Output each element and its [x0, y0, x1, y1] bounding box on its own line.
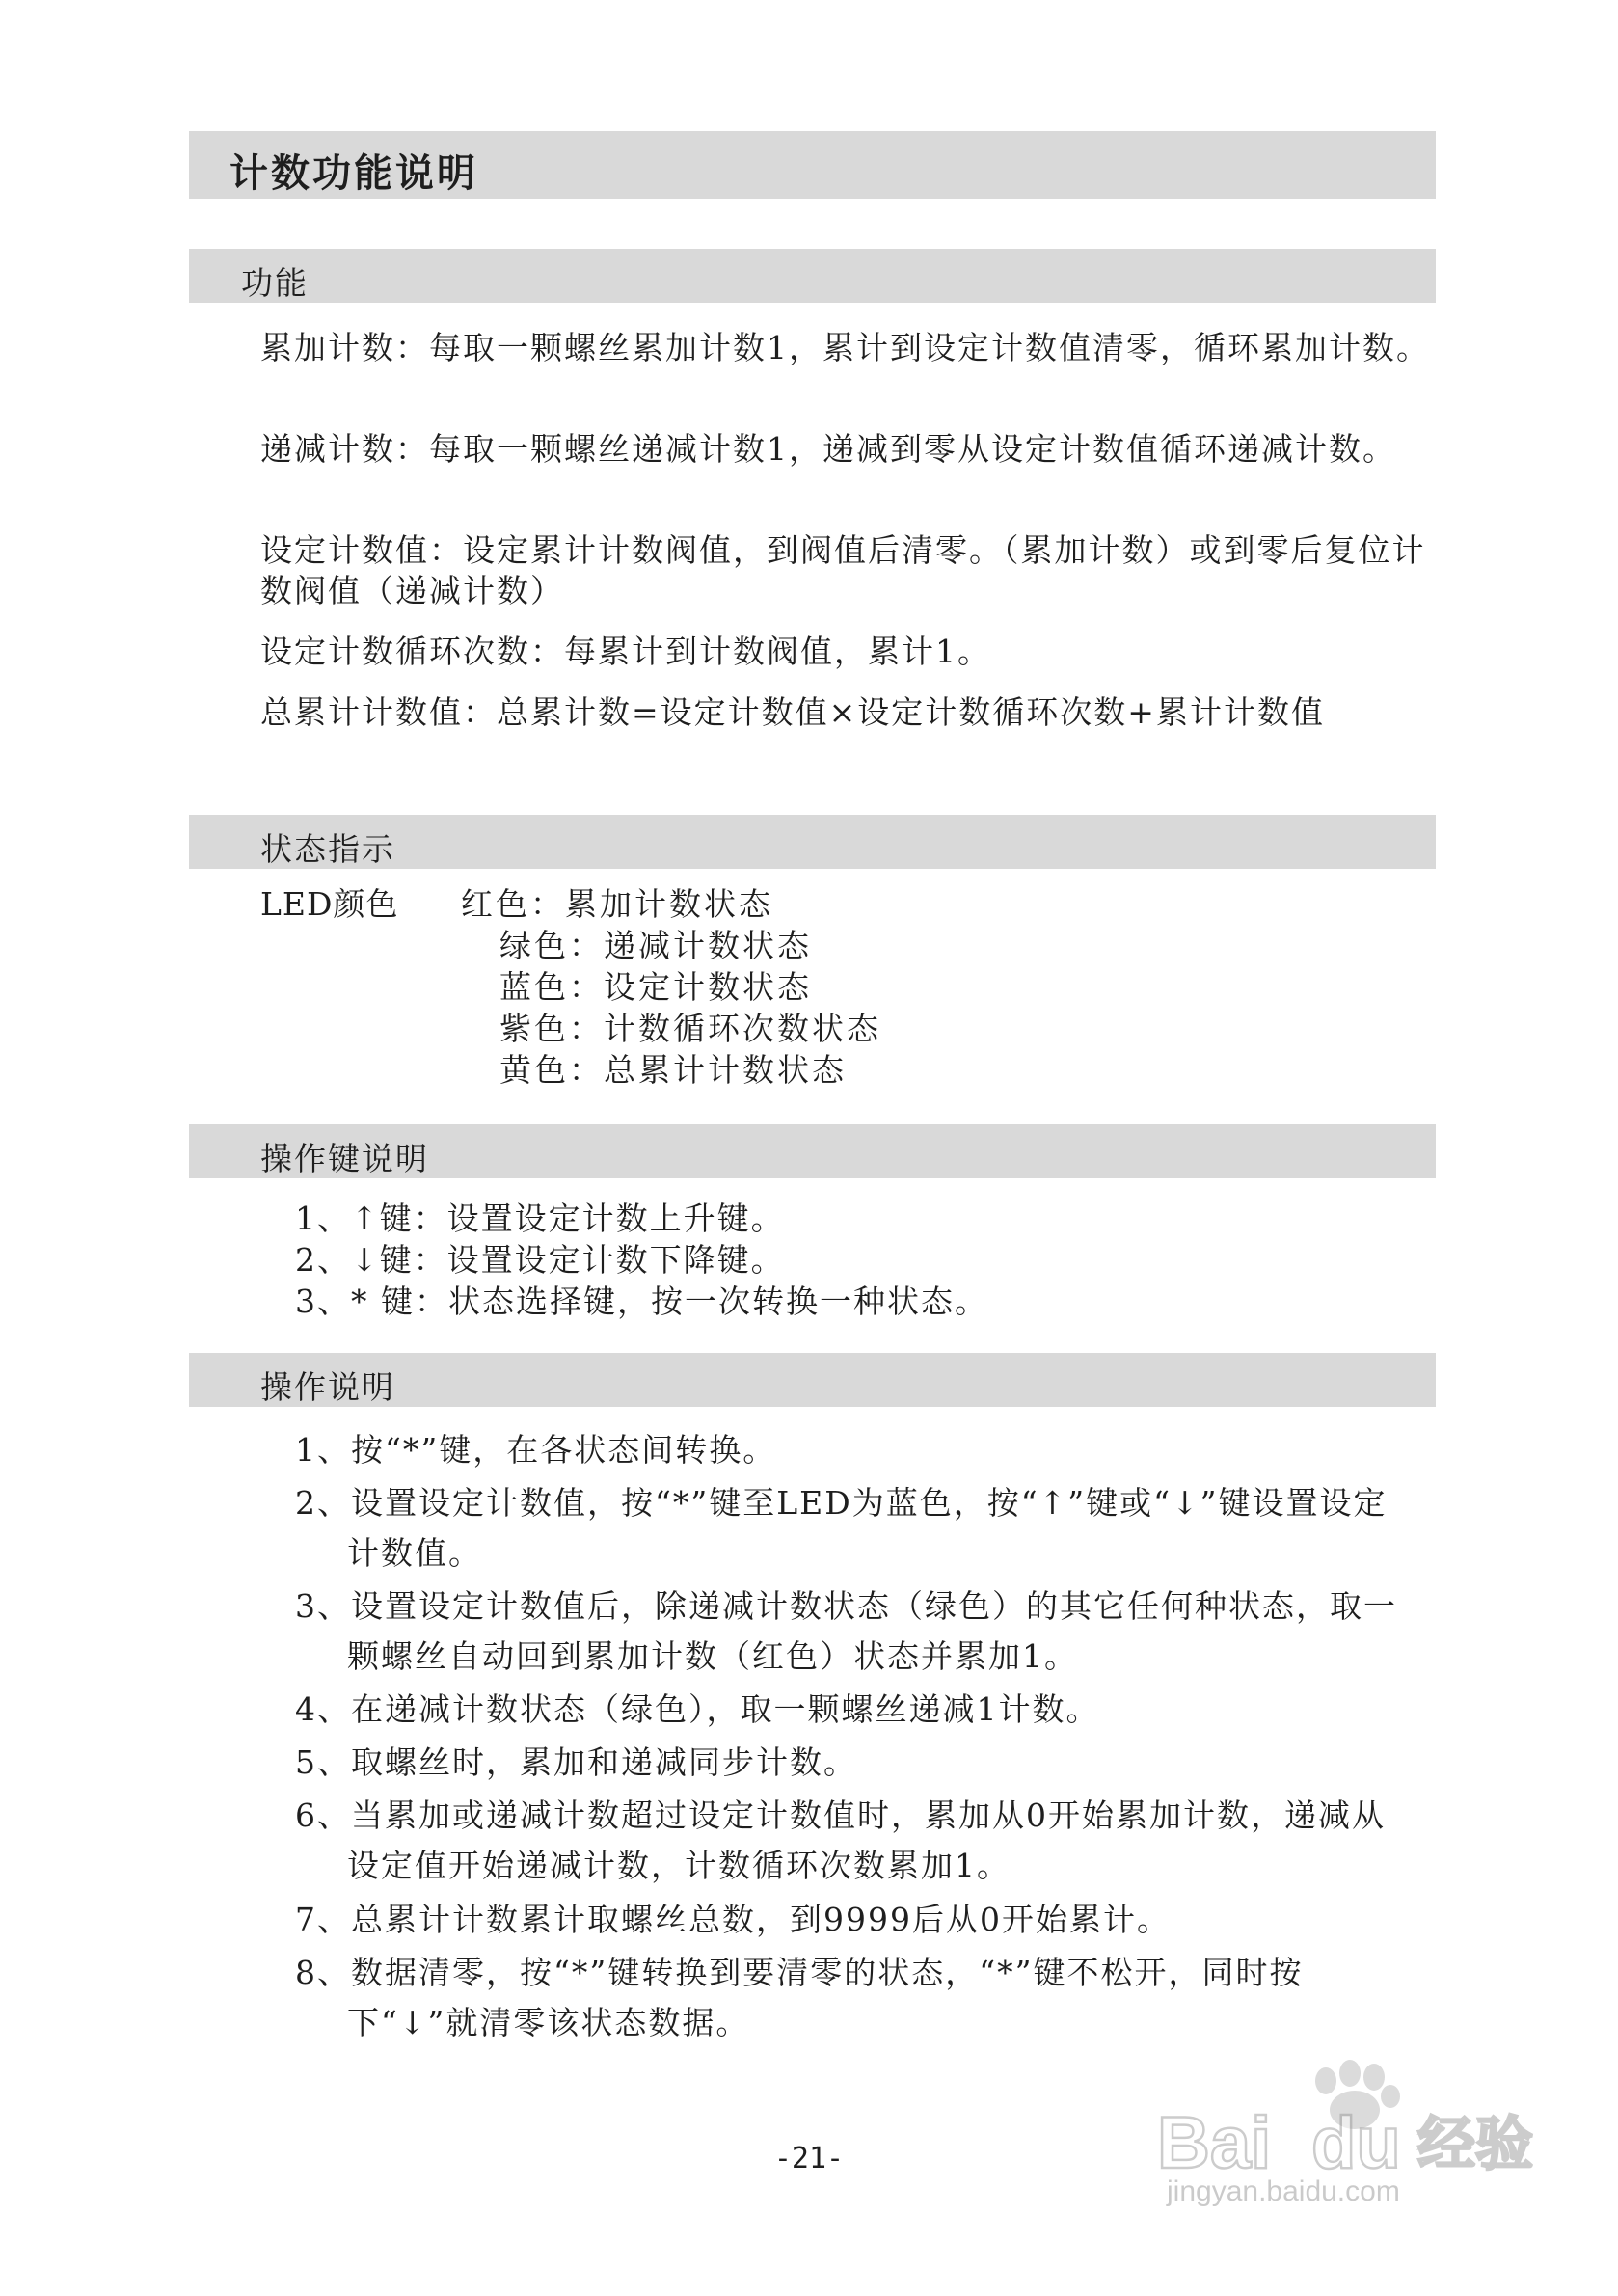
led-label: LED颜色	[260, 885, 399, 923]
led-status-yellow: 黄色：总累计计数状态	[499, 1051, 847, 1089]
section-header-status	[189, 815, 1436, 869]
operation-step: 1、按“*”键，在各状态间转换。	[295, 1431, 777, 1469]
operation-step: 8、数据清零，按“*”键转换到要清零的状态，“*”键不松开，同时按下“↓”就清零该状态数据。	[295, 1954, 1304, 2041]
led-status-red: 红色：累加计数状态	[461, 885, 773, 923]
key-up-description: 1、↑键：设置设定计数上升键。	[295, 1200, 785, 1237]
watermark-brand: Bai	[1157, 2102, 1272, 2184]
operation-step: 6、当累加或递减计数超过设定计数值时，累加从0开始累加计数，递减从设定值开始递减计数，计数循环次数累加1。	[295, 1796, 1386, 1884]
function-paragraph: 设定计数值：设定累计计数阀值，到阀值后清零。（累加计数）或到零后复位计数阀值（递减计数）	[260, 531, 1426, 609]
operation-step: 3、设置设定计数值后，除递减计数状态（绿色）的其它任何种状态，取一颗螺丝自动回到累加计数（红色）状态并累加1。	[295, 1587, 1397, 1675]
key-star-description: 3、* 键：状态选择键，按一次转换一种状态。	[295, 1283, 988, 1320]
operation-step: 7、总累计计数累计取螺丝总数，到9999后从0开始累计。	[295, 1901, 1171, 1938]
led-status-green: 绿色：递减计数状态	[499, 927, 812, 964]
watermark-brand-du: du	[1311, 2102, 1401, 2184]
operation-step: 2、设置设定计数值，按“*”键至LED为蓝色，按“↑”键或“↓”键设置设定计数值。	[295, 1484, 1388, 1572]
baidu-jingyan-watermark	[1138, 2054, 1543, 2208]
function-paragraph: 设定计数循环次数：每累计到计数阀值，累计1。	[260, 633, 991, 670]
section-title: 功能	[241, 264, 309, 302]
led-status-blue: 蓝色：设定计数状态	[499, 968, 812, 1006]
section-title: 操作说明	[260, 1368, 395, 1406]
function-paragraph: 总累计计数值：总累计数=设定计数值×设定计数循环次数+累计计数值	[260, 693, 1325, 731]
page-title: 计数功能说明	[229, 151, 478, 196]
section-header-function	[189, 249, 1436, 303]
title-bar	[189, 131, 1436, 199]
function-paragraph: 累加计数：每取一颗螺丝累加计数1，累计到设定计数值清零，循环累加计数。	[260, 329, 1430, 366]
page-number: -21-	[773, 2142, 845, 2175]
section-header-operation	[189, 1353, 1436, 1407]
watermark-url: jingyan.baidu.com	[1167, 2175, 1400, 2207]
key-down-description: 2、↓键：设置设定计数下降键。	[295, 1241, 785, 1279]
led-status-purple: 紫色：计数循环次数状态	[499, 1010, 881, 1047]
section-title: 状态指示	[260, 830, 395, 868]
watermark-product: 经验	[1417, 2112, 1533, 2176]
operation-step: 4、在递减计数状态（绿色），取一颗螺丝递减1计数。	[295, 1690, 1100, 1728]
operation-step: 5、取螺丝时，累加和递减同步计数。	[295, 1743, 857, 1781]
section-title: 操作键说明	[260, 1140, 429, 1177]
section-header-keys	[189, 1124, 1436, 1178]
function-paragraph: 递减计数：每取一颗螺丝递减计数1，递减到零从设定计数值循环递减计数。	[260, 430, 1396, 468]
